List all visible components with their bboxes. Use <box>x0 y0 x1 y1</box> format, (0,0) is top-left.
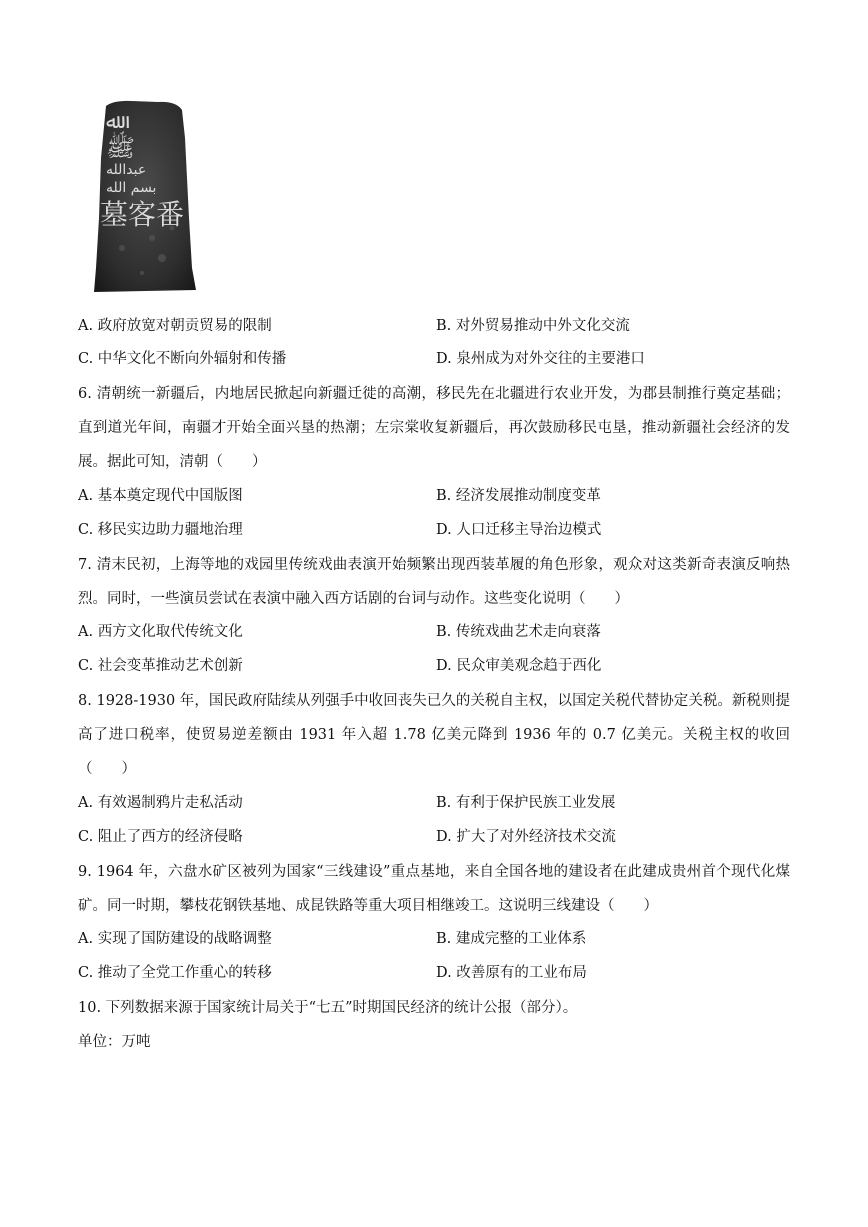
q6-option-a[interactable]: A. 基本奠定现代中国版图 <box>78 488 243 504</box>
q9-stem: 9. 1964 年，六盘水矿区被列为国家“三线建设”重点基地，来自全国各地的建设者在此建成贵州首个现代化煤矿。同一时期，攀枝花钢铁基地、成昆铁路等重大项目相继竣工。这说明三线建设（ ） <box>78 864 790 914</box>
q6-option-b[interactable]: B. 经济发展推动制度变革 <box>436 488 601 504</box>
q8-option-b[interactable]: B. 有利于保护民族工业发展 <box>436 795 616 811</box>
q7-options-row-1 <box>78 622 798 642</box>
q10-stem: 10. 下列数据来源于国家统计局关于“七五”时期国民经济的统计公报（部分）。 <box>78 1000 578 1016</box>
q5-option-d[interactable]: D. 泉州成为对外交往的主要港口 <box>436 351 645 367</box>
q8-options-row-1 <box>78 793 798 813</box>
inscription-line-5: 墓客番 <box>100 198 185 231</box>
q7-option-c[interactable]: C. 社会变革推动艺术创新 <box>78 658 243 674</box>
q8-stem: 8. 1928-1930 年，国民政府陆续从列强手中收回丧失已久的关税自主权，以国定关税代替协定关税。新税则提高了进口税率，使贸易逆差额由 1931 年入超 1.78 亿美元降到 1936 年的 0.7 亿美元。关税主权的收回（ ） <box>78 693 790 777</box>
q8-option-a[interactable]: A. 有效遏制鸦片走私活动 <box>78 795 243 811</box>
q9-option-b[interactable]: B. 建成完整的工业体系 <box>436 931 587 947</box>
q5-options-row-1 <box>78 316 798 336</box>
q6-options-row-1 <box>78 486 798 506</box>
q10-unit: 单位：万吨 <box>78 1034 151 1050</box>
inscription-line-1: ﷲ <box>106 109 118 133</box>
q8-option-d[interactable]: D. 扩大了对外经济技术交流 <box>436 829 616 845</box>
q9-options-row-2 <box>78 963 798 983</box>
q7-stem: 7. 清末民初，上海等地的戏园里传统戏曲表演开始频繁出现西装革履的角色形象，观众对这类新奇表演反响热烈。同时，一些演员尝试在表演中融入西方话剧的台词与动作。这些变化说明（ ） <box>78 557 790 607</box>
inscription-line-3: عبدالله <box>106 162 147 178</box>
q9-option-d[interactable]: D. 改善原有的工业布局 <box>436 965 587 981</box>
q7-option-b[interactable]: B. 传统戏曲艺术走向衰落 <box>436 624 601 640</box>
q6-options-row-2 <box>78 520 798 540</box>
q5-option-c[interactable]: C. 中华文化不断向外辐射和传播 <box>78 351 287 367</box>
q5-option-b[interactable]: B. 对外贸易推动中外文化交流 <box>436 318 630 334</box>
q9-option-c[interactable]: C. 推动了全党工作重心的转移 <box>78 965 272 981</box>
q9-options-row-1 <box>78 929 798 949</box>
q7-option-a[interactable]: A. 西方文化取代传统文化 <box>78 624 243 640</box>
q6-option-c[interactable]: C. 移民实边助力疆地治理 <box>78 522 243 538</box>
inscription-line-4: بسم الله <box>106 180 157 196</box>
q5-option-a[interactable]: A. 政府放宽对朝贡贸易的限制 <box>78 318 272 334</box>
q5-options-row-2 <box>78 349 798 369</box>
q8-options-row-2 <box>78 827 798 847</box>
q6-option-d[interactable]: D. 人口迁移主导治边模式 <box>436 522 602 538</box>
q9-option-a[interactable]: A. 实现了国防建设的战略调整 <box>78 931 272 947</box>
q6-stem: 6. 清朝统一新疆后，内地居民掀起向新疆迁徙的高潮，移民先在北疆进行农业开发，为郡县制推行奠定基础；直到道光年间，南疆才开始全面兴垦的热潮；左宗棠收复新疆后，再次鼓励移民屯垦，推动新疆社会经济的发展。据此可知，清朝（ ） <box>78 386 790 470</box>
tombstone-stele-image <box>92 98 204 294</box>
inscription-line-2: ﷺ <box>106 134 135 162</box>
q8-option-c[interactable]: C. 阻止了西方的经济侵略 <box>78 829 243 845</box>
q7-options-row-2 <box>78 656 798 676</box>
q7-option-d[interactable]: D. 民众审美观念趋于西化 <box>436 658 602 674</box>
